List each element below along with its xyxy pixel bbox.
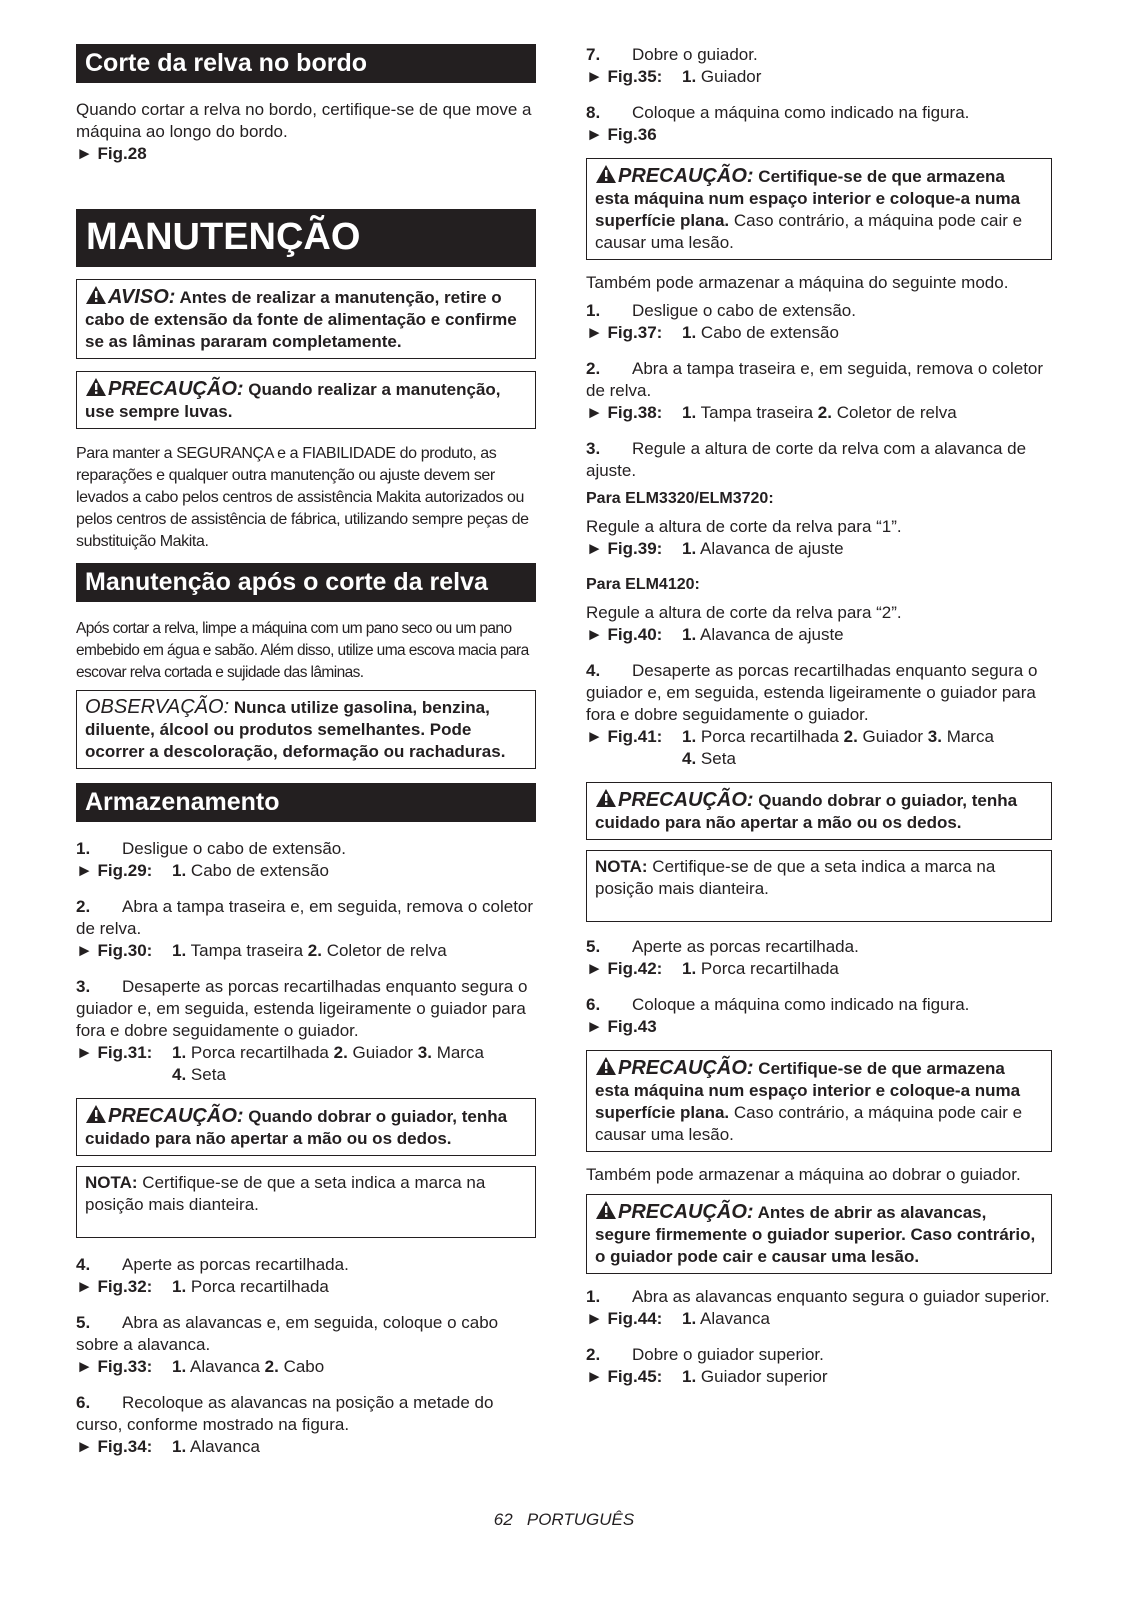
note-text: Certifique-se de que a seta indica a marca na posição mais dianteira. — [595, 857, 996, 898]
step — [586, 1344, 1052, 1366]
figure-reference: ► Fig.39: — [586, 539, 663, 558]
caption-text: Guiador — [700, 67, 762, 86]
caution-keyword: PRECAUÇÃO: — [618, 789, 754, 811]
step-text: Desaperte as porcas recartilhadas enquanto segura o guiador e, em seguida, estenda ligeiramente o guiador para fora e dobre seguidamente o guiador. — [76, 977, 528, 1040]
note-text: Certifique-se de que a seta indica a marca na posição mais dianteira. — [85, 1173, 486, 1214]
figure-reference: ► Fig.29: — [76, 861, 153, 880]
figure-caption-continued — [76, 1064, 536, 1086]
caution-box — [586, 782, 1052, 840]
caption-number: 1. — [682, 727, 697, 746]
step-text: Dobre o guiador. — [632, 45, 758, 64]
caption-number: 3. — [417, 1043, 432, 1062]
step-number: 5. — [586, 937, 601, 956]
caption-number: 1. — [682, 67, 697, 86]
caption-text: Porca recartilhada — [700, 959, 839, 978]
warning-keyword: AVISO: — [108, 286, 176, 308]
caution-text: Quando dobrar o guiador, tenha cuidado para não apertar a mão ou os dedos. — [85, 1107, 508, 1148]
figure-reference: ► Fig.45: — [586, 1367, 663, 1386]
step-number: 1. — [586, 301, 601, 320]
warning-triangle-icon — [85, 1104, 107, 1124]
step — [586, 936, 1052, 958]
paragraph: Também pode armazenar a máquina do seguinte modo. — [586, 273, 1009, 292]
step-text: Coloque a máquina como indicado na figura. — [632, 995, 970, 1014]
step — [76, 1312, 536, 1356]
caution-keyword: PRECAUÇÃO: — [618, 1057, 754, 1079]
caption-number: 1. — [682, 539, 697, 558]
caption-text: Alavanca — [189, 1357, 260, 1376]
figure-caption — [76, 1356, 536, 1378]
caption-number: 2. — [333, 1043, 348, 1062]
step — [76, 838, 536, 860]
caption-number: 1. — [172, 941, 187, 960]
caption-number: 1. — [682, 625, 697, 644]
caption-text: Alavanca — [189, 1437, 260, 1456]
step — [76, 896, 536, 940]
step-number: 5. — [76, 1313, 91, 1332]
caution-text: Quando realizar a manutenção, use sempre luvas. — [85, 380, 501, 421]
figure-reference: ► Fig.28 — [76, 144, 147, 163]
paragraph: Também pode armazenar a máquina ao dobrar o guiador. — [586, 1165, 1021, 1184]
figure-caption — [586, 66, 1052, 88]
observation-text: Nunca utilize gasolina, benzina, diluente, álcool ou produtos semelhantes. Pode ocorrer a descoloração, deformação ou rachaduras. — [85, 698, 506, 761]
warning-triangle-icon — [85, 377, 107, 397]
figure-caption — [76, 1276, 536, 1298]
step — [586, 44, 1052, 66]
paragraph: Após cortar a relva, limpe a máquina com um pano seco ou um pano embebido em água e sabão. Além disso, utilize uma escova macia para escovar relva cortada e sujidade das lâminas. — [76, 620, 529, 681]
step-text: Coloque a máquina como indicado na figura. — [632, 103, 970, 122]
caption-text: Seta — [190, 1065, 226, 1084]
caption-text: Alavanca de ajuste — [699, 539, 844, 558]
figure-reference: ► Fig.37: — [586, 323, 663, 342]
step-text: Desligue o cabo de extensão. — [122, 839, 346, 858]
caution-box — [586, 1050, 1052, 1152]
caption-text: Cabo de extensão — [190, 861, 329, 880]
step-number: 3. — [586, 439, 601, 458]
caution-keyword: PRECAUÇÃO: — [618, 165, 754, 187]
observation-box — [76, 690, 536, 769]
step-number: 1. — [76, 839, 91, 858]
warning-triangle-icon — [85, 285, 107, 305]
caption-text: Porca recartilhada — [700, 727, 839, 746]
caption-text: Cabo — [283, 1357, 325, 1376]
right-column — [586, 44, 1052, 1388]
caption-text: Guiador superior — [700, 1367, 828, 1386]
note-keyword: NOTA: — [595, 857, 648, 876]
caption-number: 1. — [172, 1357, 187, 1376]
step — [586, 300, 1052, 322]
caption-text: Guiador — [862, 727, 924, 746]
figure-caption — [76, 1436, 536, 1458]
figure-caption-continued — [586, 748, 1052, 770]
caption-number: 2. — [817, 403, 832, 422]
step-number: 6. — [586, 995, 601, 1014]
caption-text: Guiador — [352, 1043, 414, 1062]
caption-number: 1. — [682, 959, 697, 978]
page-number: 62 — [493, 1510, 513, 1529]
caption-text: Coletor de relva — [326, 941, 447, 960]
step-text: Abra a tampa traseira e, em seguida, remova o coletor de relva. — [586, 359, 1044, 400]
figure-reference: ► Fig.36 — [586, 125, 657, 144]
step — [586, 102, 1052, 124]
figure-reference: ► Fig.32: — [76, 1277, 153, 1296]
caution-keyword: PRECAUÇÃO: — [108, 1105, 244, 1127]
caption-number: 4. — [172, 1065, 187, 1084]
caption-text: Tampa traseira — [190, 941, 304, 960]
step — [76, 1392, 536, 1436]
figure-caption — [586, 322, 1052, 344]
step-text: Aperte as porcas recartilhada. — [122, 1255, 349, 1274]
step — [586, 994, 1052, 1016]
step-number: 6. — [76, 1393, 91, 1412]
figure-caption — [586, 1366, 1052, 1388]
figure-caption — [76, 860, 536, 882]
paragraph: Para manter a SEGURANÇA e a FIABILIDADE do produto, as reparações e qualquer outra manutenção ou ajuste devem ser levados a cabo pelos centros de assistência Makita autorizados ou pelos centros de assistência de fábrica, utilizando sempre peças de substituição Makita. — [76, 445, 529, 550]
caption-number: 2. — [264, 1357, 279, 1376]
paragraph: Quando cortar a relva no bordo, certifique-se de que move a máquina ao longo do bordo. — [76, 100, 532, 141]
warning-triangle-icon — [595, 1200, 617, 1220]
caption-number: 1. — [682, 403, 697, 422]
step-number: 4. — [586, 661, 601, 680]
step — [76, 1254, 536, 1276]
figure-reference: ► Fig.34: — [76, 1437, 153, 1456]
step-text: Aperte as porcas recartilhada. — [632, 937, 859, 956]
caption-text: Seta — [700, 749, 736, 768]
step-number: 4. — [76, 1255, 91, 1274]
figure-caption — [76, 1042, 536, 1064]
caption-number: 2. — [843, 727, 858, 746]
step — [586, 358, 1052, 402]
footer-language: PORTUGUÊS — [526, 1510, 635, 1529]
step-number: 3. — [76, 977, 91, 996]
figure-reference: ► Fig.30: — [76, 941, 153, 960]
caution-box — [76, 1098, 536, 1156]
note-keyword: NOTA: — [85, 1173, 138, 1192]
figure-caption — [76, 940, 536, 962]
figure-reference: ► Fig.33: — [76, 1357, 153, 1376]
note-box — [586, 850, 1052, 922]
caption-text: Tampa traseira — [700, 403, 814, 422]
warning-text: Antes de realizar a manutenção, retire o cabo de extensão da fonte de alimentação e confirme se as lâminas pararam completamente. — [85, 288, 517, 351]
step-text: Abra as alavancas e, em seguida, coloque o cabo sobre a alavanca. — [76, 1313, 499, 1354]
caution-text: Caso contrário, a máquina pode cair e causar uma lesão. — [595, 1103, 1023, 1144]
caption-text: Marca — [436, 1043, 484, 1062]
figure-reference: ► Fig.43 — [586, 1017, 657, 1036]
step — [586, 1286, 1052, 1308]
step-number: 1. — [586, 1287, 601, 1306]
caution-bold-text: Certifique-se de que armazena esta máquina num espaço interior e coloque-a numa superfície plana. — [595, 1059, 1021, 1122]
step-text: Desaperte as porcas recartilhadas enquanto segura o guiador e, em seguida, estenda ligeiramente o guiador para fora e dobre seguidamente o guiador. — [586, 661, 1038, 724]
figure-reference: ► Fig.40: — [586, 625, 663, 644]
caption-text: Cabo de extensão — [700, 323, 839, 342]
step-text: Abra a tampa traseira e, em seguida, remova o coletor de relva. — [76, 897, 534, 938]
step-text: Recoloque as alavancas na posição a metade do curso, conforme mostrado na figura. — [76, 1393, 494, 1434]
step-number: 8. — [586, 103, 601, 122]
step-text: Abra as alavancas enquanto segura o guiador superior. — [632, 1287, 1050, 1306]
step-text: Dobre o guiador superior. — [632, 1345, 824, 1364]
figure-caption — [586, 958, 1052, 980]
caption-text: Alavanca de ajuste — [699, 625, 844, 644]
main-title-maintenance: MANUTENÇÃO — [76, 209, 536, 267]
warning-triangle-icon — [595, 1056, 617, 1076]
section-title-edge-cutting: Corte da relva no bordo — [76, 44, 536, 83]
step — [586, 660, 1052, 726]
observation-keyword: OBSERVAÇÃO: — [85, 696, 230, 718]
caption-number: 1. — [172, 1277, 187, 1296]
figure-reference: ► Fig.35: — [586, 67, 663, 86]
caption-number: 1. — [172, 861, 187, 880]
caution-keyword: PRECAUÇÃO: — [108, 378, 244, 400]
step — [76, 976, 536, 1042]
step-number: 2. — [586, 1345, 601, 1364]
caption-text: Porca recartilhada — [190, 1043, 329, 1062]
left-column — [76, 44, 536, 1458]
step-number: 2. — [76, 897, 91, 916]
warning-box — [76, 279, 536, 359]
figure-caption — [586, 402, 1052, 424]
caution-text: Antes de abrir as alavancas, segure firmemente o guiador superior. Caso contrário, o guiador pode cair e causar uma lesão. — [595, 1203, 1036, 1266]
figure-reference: ► Fig.44: — [586, 1309, 663, 1328]
paragraph: Regule a altura de corte da relva para “2”. — [586, 603, 902, 622]
caption-number: 1. — [682, 1309, 697, 1328]
caption-number: 1. — [682, 1367, 697, 1386]
warning-triangle-icon — [595, 164, 617, 184]
step-text: Desligue o cabo de extensão. — [632, 301, 856, 320]
figure-caption — [586, 624, 1052, 646]
step-text: Regule a altura de corte da relva com a alavanca de ajuste. — [586, 439, 1027, 480]
figure-reference: ► Fig.31: — [76, 1043, 153, 1062]
figure-reference: ► Fig.41: — [586, 727, 663, 746]
caution-box — [76, 371, 536, 429]
step — [586, 438, 1052, 482]
figure-reference: ► Fig.42: — [586, 959, 663, 978]
step-number: 2. — [586, 359, 601, 378]
caution-keyword: PRECAUÇÃO: — [618, 1201, 754, 1223]
figure-reference: ► Fig.38: — [586, 403, 663, 422]
caution-bold-text: Certifique-se de que armazena esta máquina num espaço interior e coloque-a numa superfície plana. — [595, 167, 1021, 230]
page-footer — [0, 1510, 1128, 1530]
caution-text: Caso contrário, a máquina pode cair e causar uma lesão. — [595, 211, 1023, 252]
section-title-storage: Armazenamento — [76, 783, 536, 822]
caption-text: Marca — [946, 727, 994, 746]
model-heading: Para ELM3320/ELM3720: — [586, 490, 774, 507]
caution-text: Quando dobrar o guiador, tenha cuidado para não apertar a mão ou os dedos. — [595, 791, 1018, 832]
figure-caption — [586, 1308, 1052, 1330]
caption-text: Alavanca — [699, 1309, 770, 1328]
caption-number: 1. — [172, 1437, 187, 1456]
caption-number: 3. — [927, 727, 942, 746]
caption-text: Coletor de relva — [836, 403, 957, 422]
paragraph: Regule a altura de corte da relva para “1”. — [586, 517, 902, 536]
warning-triangle-icon — [595, 788, 617, 808]
note-box — [76, 1166, 536, 1238]
caption-number: 1. — [682, 323, 697, 342]
caption-number: 2. — [307, 941, 322, 960]
model-heading: Para ELM4120: — [586, 576, 700, 593]
section-title-after-mowing: Manutenção após o corte da relva — [76, 563, 536, 602]
caption-text: Porca recartilhada — [190, 1277, 329, 1296]
figure-caption — [586, 538, 1052, 560]
caption-number: 1. — [172, 1043, 187, 1062]
step-number: 7. — [586, 45, 601, 64]
caution-box — [586, 158, 1052, 260]
figure-caption — [586, 726, 1052, 748]
caution-box — [586, 1194, 1052, 1274]
caption-number: 4. — [682, 749, 697, 768]
